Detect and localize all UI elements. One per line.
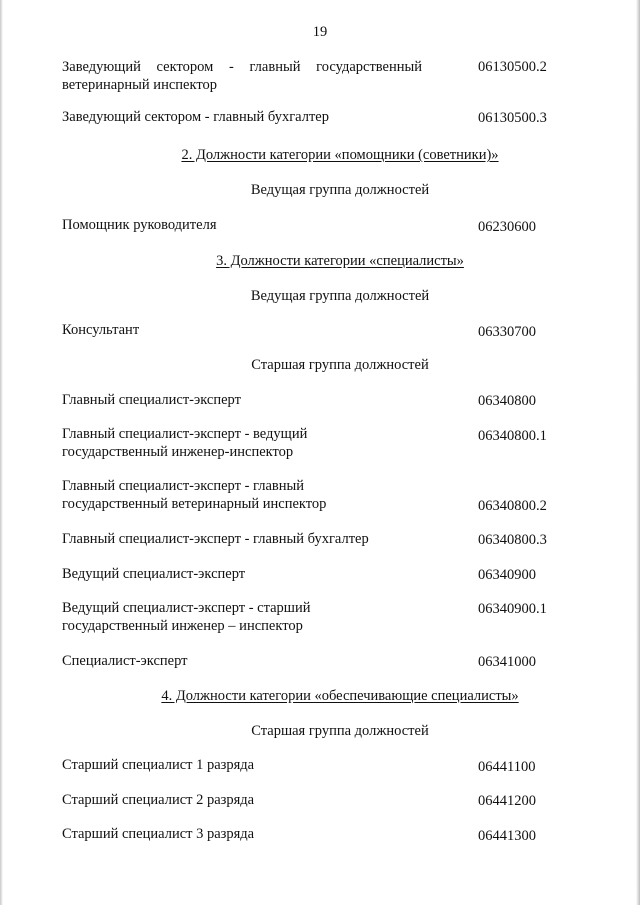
position-code: 06441200 bbox=[478, 793, 536, 809]
position-code: 06130500.3 bbox=[478, 110, 547, 126]
position-code: 06130500.2 bbox=[478, 59, 547, 75]
position-name: Помощник руководителя bbox=[62, 217, 217, 233]
position-code: 06340800.1 bbox=[478, 428, 547, 444]
position-name: Старший специалист 3 разряда bbox=[62, 826, 255, 842]
position-code: 06340800.3 bbox=[478, 532, 547, 548]
position-name: Старший специалист 2 разряда bbox=[62, 792, 255, 808]
position-name: Консультант bbox=[62, 322, 140, 338]
position-name: Старший специалист 1 разряда bbox=[62, 757, 255, 773]
position-name: Ведущий специалист-эксперт bbox=[62, 566, 246, 582]
position-name: Главный специалист-эксперт bbox=[62, 392, 241, 408]
position-name: Главный специалист-эксперт - ведущий государственный инженер-инспектор bbox=[62, 426, 308, 460]
group-heading: Старшая группа должностей bbox=[251, 357, 429, 373]
position-code: 06340900.1 bbox=[478, 601, 547, 617]
page-number: 19 bbox=[312, 24, 328, 40]
position-code: 06340900 bbox=[478, 567, 536, 583]
position-name: Ведущий специалист-эксперт - старший государственный инженер – инспектор bbox=[62, 600, 311, 634]
position-code: 06441100 bbox=[478, 759, 536, 775]
group-heading: Ведущая группа должностей bbox=[250, 288, 430, 304]
position-name: Главный специалист-эксперт - главный бухгалтер bbox=[62, 531, 369, 547]
position-code: 06340800.2 bbox=[478, 498, 547, 514]
position-code: 06230600 bbox=[478, 219, 536, 235]
scan-edge-right bbox=[636, 0, 640, 905]
scan-edge-left bbox=[0, 0, 3, 905]
position-name: Специалист-эксперт bbox=[62, 653, 188, 669]
position-name: Главный специалист-эксперт - главный государственный ветеринарный инспектор bbox=[62, 478, 327, 512]
position-name: Заведующий сектором - главный бухгалтер bbox=[62, 109, 329, 125]
section-heading: 3. Должности категории «специалисты» bbox=[216, 253, 464, 269]
position-code: 06340800 bbox=[478, 393, 536, 409]
position-name: Заведующий сектором - главный государственный ветеринарный инспектор bbox=[62, 59, 422, 93]
position-code: 06341000 bbox=[478, 654, 536, 670]
position-code: 06330700 bbox=[478, 324, 536, 340]
position-code: 06441300 bbox=[478, 828, 536, 844]
section-heading: 4. Должности категории «обеспечивающие специалисты» bbox=[161, 688, 519, 704]
section-heading: 2. Должности категории «помощники (советники)» bbox=[181, 147, 499, 163]
group-heading: Ведущая группа должностей bbox=[250, 182, 430, 198]
group-heading: Старшая группа должностей bbox=[251, 723, 429, 739]
